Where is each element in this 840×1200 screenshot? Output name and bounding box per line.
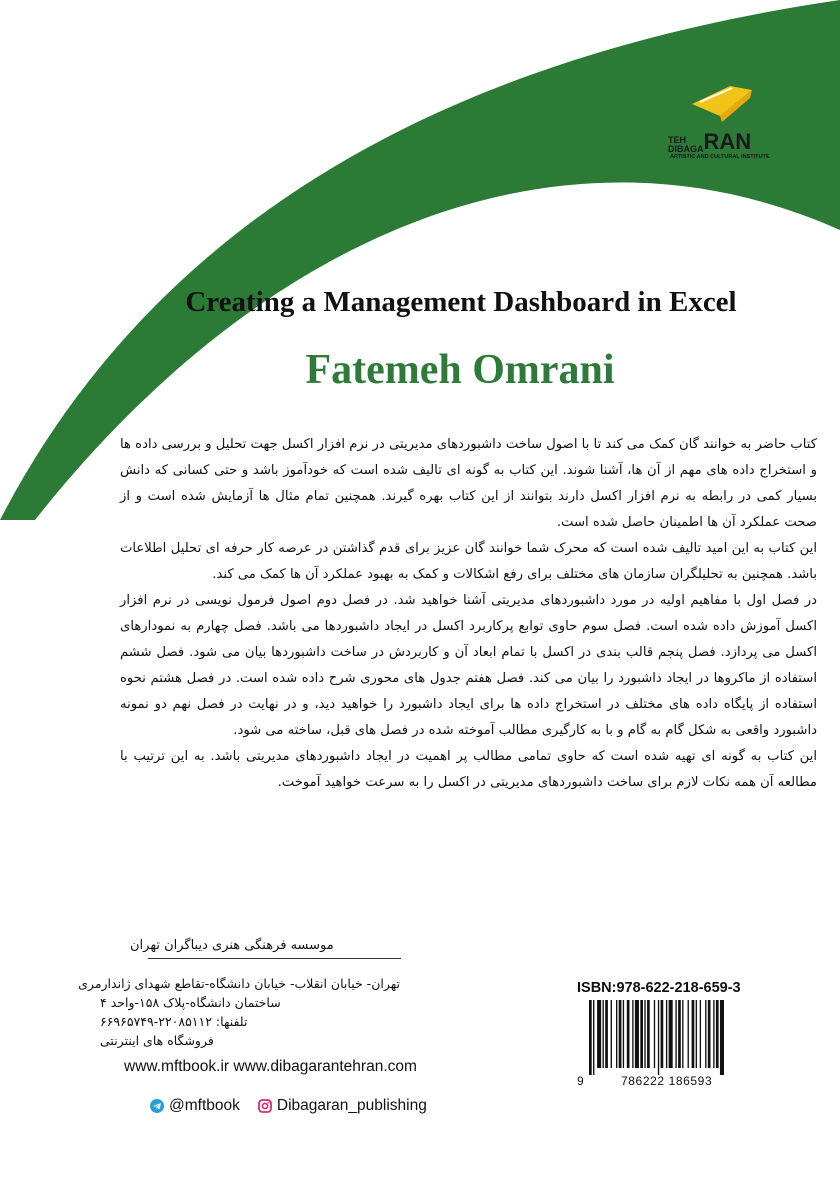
book-logo-icon bbox=[690, 78, 754, 128]
barcode-bar bbox=[713, 1000, 714, 1068]
barcode-bar bbox=[669, 1000, 673, 1068]
barcode-bar bbox=[644, 1000, 645, 1068]
telegram-icon bbox=[150, 1099, 164, 1113]
logo-wordmark bbox=[668, 129, 760, 154]
barcode-bar bbox=[716, 1000, 719, 1068]
barcode-first-digit: 9 bbox=[577, 1074, 584, 1088]
social-links bbox=[150, 1097, 427, 1115]
description-paragraph: کتاب حاضر به خوانند گان کمک می کند تا با اصول ساخت داشبوردهای مدیریتی در نرم افزار اکسل جهت تحلیل و بررسی داده ها و استخراج داده های مهم از آن ها، آشنا شوند. این کتاب به گونه ای تالیف شده است که خودآموز باشد و حتی کسانی که دانش بسیار کمی در رابطه به نرم افزار اکسل دارند بتوانند از این کتاب بهره گیرند. همچنین تمام مثال ها آزمایش شده است و از صحت عملکرد آن ها اطمینان حاصل شده است. bbox=[120, 437, 817, 530]
barcode-bar bbox=[692, 1000, 695, 1068]
barcode-digits: 786222 186593 bbox=[621, 1074, 713, 1088]
barcode-bar bbox=[666, 1000, 667, 1068]
barcode-bar bbox=[654, 1000, 655, 1068]
barcode-bar bbox=[597, 1000, 601, 1068]
barcode-bar bbox=[623, 1000, 624, 1068]
book-title: Creating a Management Dashboard in Excel bbox=[185, 286, 737, 318]
phone-numbers: تلفنها: ۲۲۰۸۵۱۱۲-۶۶۹۶۵۷۴۹ bbox=[100, 1014, 248, 1029]
barcode-bar bbox=[708, 1000, 711, 1068]
barcode-bar bbox=[640, 1000, 643, 1068]
instagram-handle: Dibagaran_publishing bbox=[276, 1097, 427, 1114]
logo-tagline: ARTISTIC AND CULTURAL INSTITUTE bbox=[670, 154, 770, 160]
barcode-bar bbox=[632, 1000, 633, 1068]
barcode-bar bbox=[696, 1000, 697, 1068]
barcode-bar bbox=[627, 1000, 630, 1068]
isbn: ISBN:978-622-218-659-3 bbox=[577, 980, 741, 996]
logo-small-text bbox=[668, 136, 704, 154]
barcode-bar bbox=[720, 1000, 724, 1075]
description-paragraph: این کتاب به این امید تالیف شده است که محرک شما خوانند گان عزیز برای قدم گذاشتن در عرصه کار حرفه ای تحلیل اطلاعات باشد. همچنین به تحلیلگران سازمان های مختلف برای رفع اشکالات و کمک به بهبود عملکرد آن ها کمک می کند. bbox=[120, 541, 817, 582]
barcode-bar bbox=[647, 1000, 650, 1068]
address-line: تهران- خیابان انقلاب- خیابان دانشگاه-تقاطع شهدای ژاندارمری bbox=[78, 976, 400, 991]
barcode-bar bbox=[700, 1000, 701, 1068]
barcode-bar bbox=[678, 1000, 681, 1068]
publisher-divider bbox=[148, 958, 401, 959]
description-paragraph: این کتاب به گونه ای تهیه شده است که حاوی تمامی مطالب پر اهمیت در ایجاد داشبوردهای مدیریتی باشد. به این ترتیب با مطالعه آن همه نکات لازم برای ساخت داشبوردهای مدیریتی در اکسل را به سرعت خواهید آموخت. bbox=[120, 749, 817, 790]
publisher-logo bbox=[668, 78, 770, 160]
barcode-bars bbox=[577, 1000, 762, 1075]
barcode-bar bbox=[705, 1000, 706, 1068]
barcode-bar bbox=[675, 1000, 676, 1068]
barcode-bar bbox=[661, 1000, 664, 1068]
description-paragraph: در فصل اول با مفاهیم اولیه در مورد داشبوردهای مدیریتی آشنا خواهید شد. در فصل دوم اصول فرمول نویسی در نرم افزار اکسل آموزش داده شده است. فصل سوم حاوی توابع پرکاربرد اکسل در ایجاد داشبوردها می باشد. فصل چهارم به نمودارهای اکسل می پردازد. فصل پنجم قالب بندی در اکسل با تمام ابعاد آن و کاربردش در ساخت داشبوردها بیان می شود. فصل ششم استفاده از ماکروها در ایجاد داشبورد را بیان می کند. فصل هفتم جدول های محوری شرح داده شده است. در فصل هشتم نحوه استفاده از پایگاه داده های مختلف در استخراج داده ها برای ایجاد داشبورد را خواهید دید، و در نهایت در فصل نهم دو نمونه داشبورد واقعی به شکل گام به گام و با به کارگیری مطالب آموخته شده در فصل های قبل، ساخته می شود. bbox=[120, 593, 817, 738]
book-author: Fatemeh Omrani bbox=[305, 347, 615, 393]
logo-dibaga: DIBAGA bbox=[668, 144, 704, 154]
websites: www.mftbook.ir www.dibagarantehran.com bbox=[124, 1058, 417, 1075]
barcode-bar bbox=[658, 1000, 659, 1075]
barcode-bar bbox=[616, 1000, 617, 1068]
barcode bbox=[577, 998, 762, 1091]
barcode-bar bbox=[688, 1000, 689, 1068]
instagram-icon bbox=[258, 1099, 272, 1113]
logo-teh: TEH bbox=[668, 135, 686, 145]
barcode-bar bbox=[589, 1000, 592, 1075]
telegram-handle: @mftbook bbox=[169, 1097, 240, 1114]
barcode-bar bbox=[611, 1000, 612, 1068]
address-line: ساختمان دانشگاه-پلاک ۱۵۸-واحد ۴ bbox=[100, 995, 281, 1010]
publisher-address bbox=[78, 974, 400, 1050]
barcode-bar bbox=[603, 1000, 604, 1068]
publisher-name: موسسه فرهنگی هنری دیباگران تهران bbox=[130, 938, 334, 953]
barcode-bar bbox=[605, 1000, 608, 1068]
barcode-bar bbox=[682, 1000, 683, 1068]
book-description bbox=[120, 432, 817, 796]
logo-ran: RAN bbox=[703, 129, 752, 154]
online-stores-label: فروشگاه های اینترنتی bbox=[100, 1033, 214, 1048]
barcode-bar bbox=[619, 1000, 622, 1068]
barcode-bar bbox=[635, 1000, 639, 1068]
barcode-bar bbox=[593, 1000, 594, 1075]
